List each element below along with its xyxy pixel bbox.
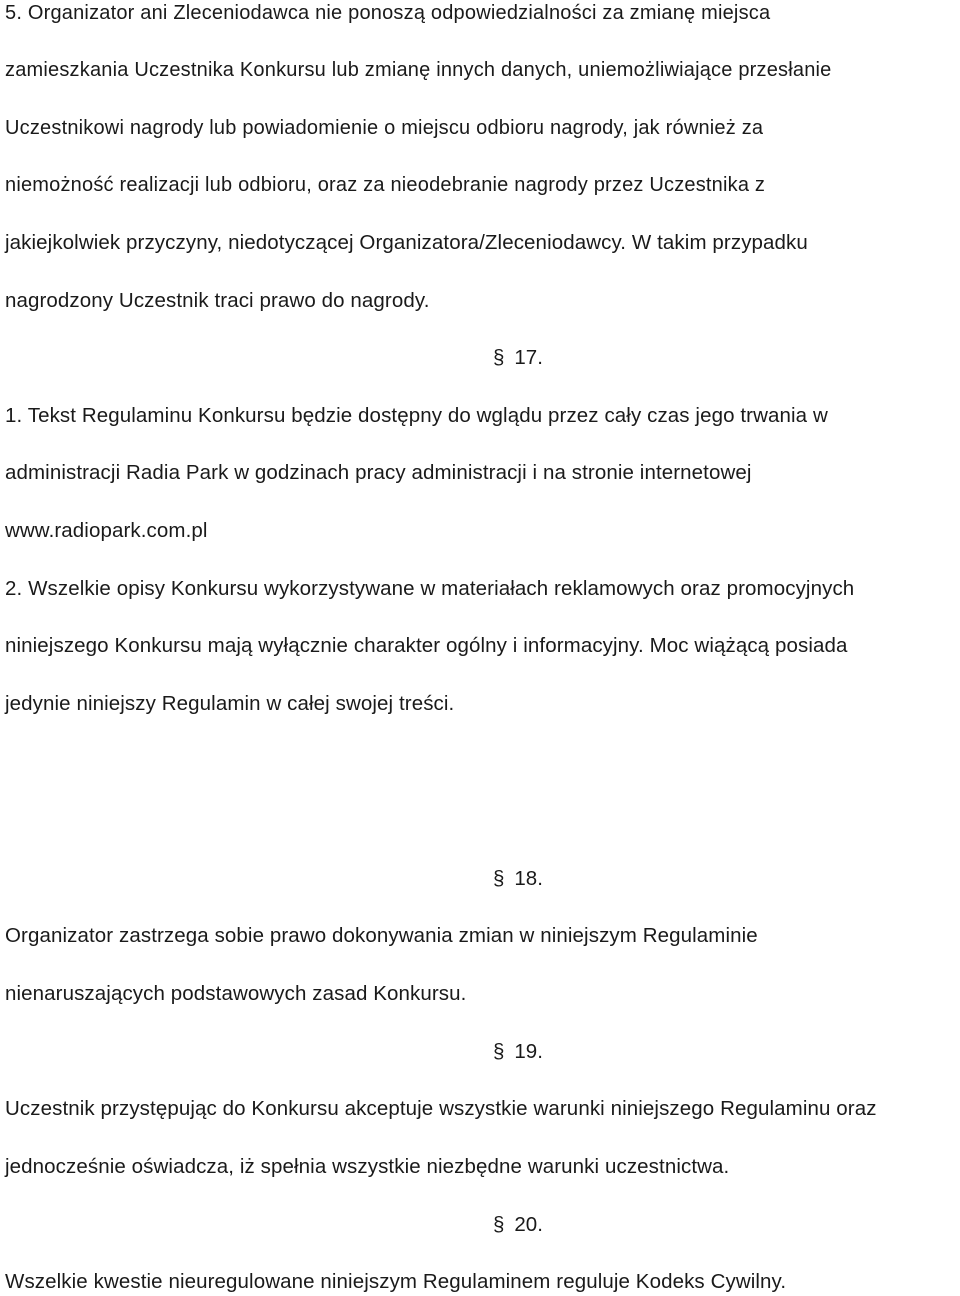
paragraph-line: 2. Wszelkie opisy Konkursu wykorzystywane w materiałach reklamowych oraz promocyjnych (5, 577, 855, 600)
section-sign-icon: § (493, 346, 505, 369)
section-number: 19. (514, 1040, 543, 1063)
paragraph-line: 1. Tekst Regulaminu Konkursu będzie dostępny do wglądu przez cały czas jego trwania w (5, 404, 828, 427)
section-heading-19 (493, 1039, 543, 1065)
section-number: 18. (514, 867, 543, 890)
paragraph-line: zamieszkania Uczestnika Konkursu lub zmianę innych danych, uniemożliwiające przesłanie (5, 59, 832, 81)
paragraph-line: jakiejkolwiek przyczyny, niedotyczącej Organizatora/Zleceniodawcy. W takim przypadku (5, 231, 808, 254)
section-sign-icon: § (493, 1040, 505, 1063)
paragraph-line: Organizator zastrzega sobie prawo dokonywania zmian w niniejszym Regulaminie (5, 924, 758, 947)
section-heading-18 (493, 866, 543, 892)
paragraph-line: nagrodzony Uczestnik traci prawo do nagrody. (5, 289, 430, 312)
section-sign-icon: § (493, 1213, 505, 1236)
paragraph-line: 5. Organizator ani Zleceniodawca nie ponoszą odpowiedzialności za zmianę miejsca (5, 2, 771, 24)
paragraph-line: jednocześnie oświadcza, iż spełnia wszystkie niezbędne warunki uczestnictwa. (5, 1155, 730, 1178)
paragraph-line: niniejszego Konkursu mają wyłącznie charakter ogólny i informacyjny. Moc wiążącą posiada (5, 634, 848, 657)
paragraph-line: administracji Radia Park w godzinach pracy administracji i na stronie internetowej (5, 461, 752, 484)
website-link[interactable]: www.radiopark.com.pl (5, 519, 208, 542)
section-number: 17. (514, 346, 543, 369)
paragraph-line: Uczestnik przystępując do Konkursu akceptuje wszystkie warunki niniejszego Regulaminu oraz (5, 1097, 877, 1120)
paragraph-line: nienaruszających podstawowych zasad Konkursu. (5, 982, 467, 1005)
section-heading-17 (493, 345, 543, 371)
paragraph-line: niemożność realizacji lub odbioru, oraz za nieodebranie nagrody przez Uczestnika z (5, 174, 766, 196)
section-heading-20 (493, 1212, 543, 1238)
section-number: 20. (514, 1213, 543, 1236)
section-sign-icon: § (493, 867, 505, 890)
paragraph-line: jedynie niniejszy Regulamin w całej swojej treści. (5, 692, 455, 715)
paragraph-line: Uczestnikowi nagrody lub powiadomienie o miejscu odbioru nagrody, jak również za (5, 117, 764, 139)
paragraph-line: Wszelkie kwestie nieuregulowane niniejszym Regulaminem reguluje Kodeks Cywilny. (5, 1270, 787, 1293)
